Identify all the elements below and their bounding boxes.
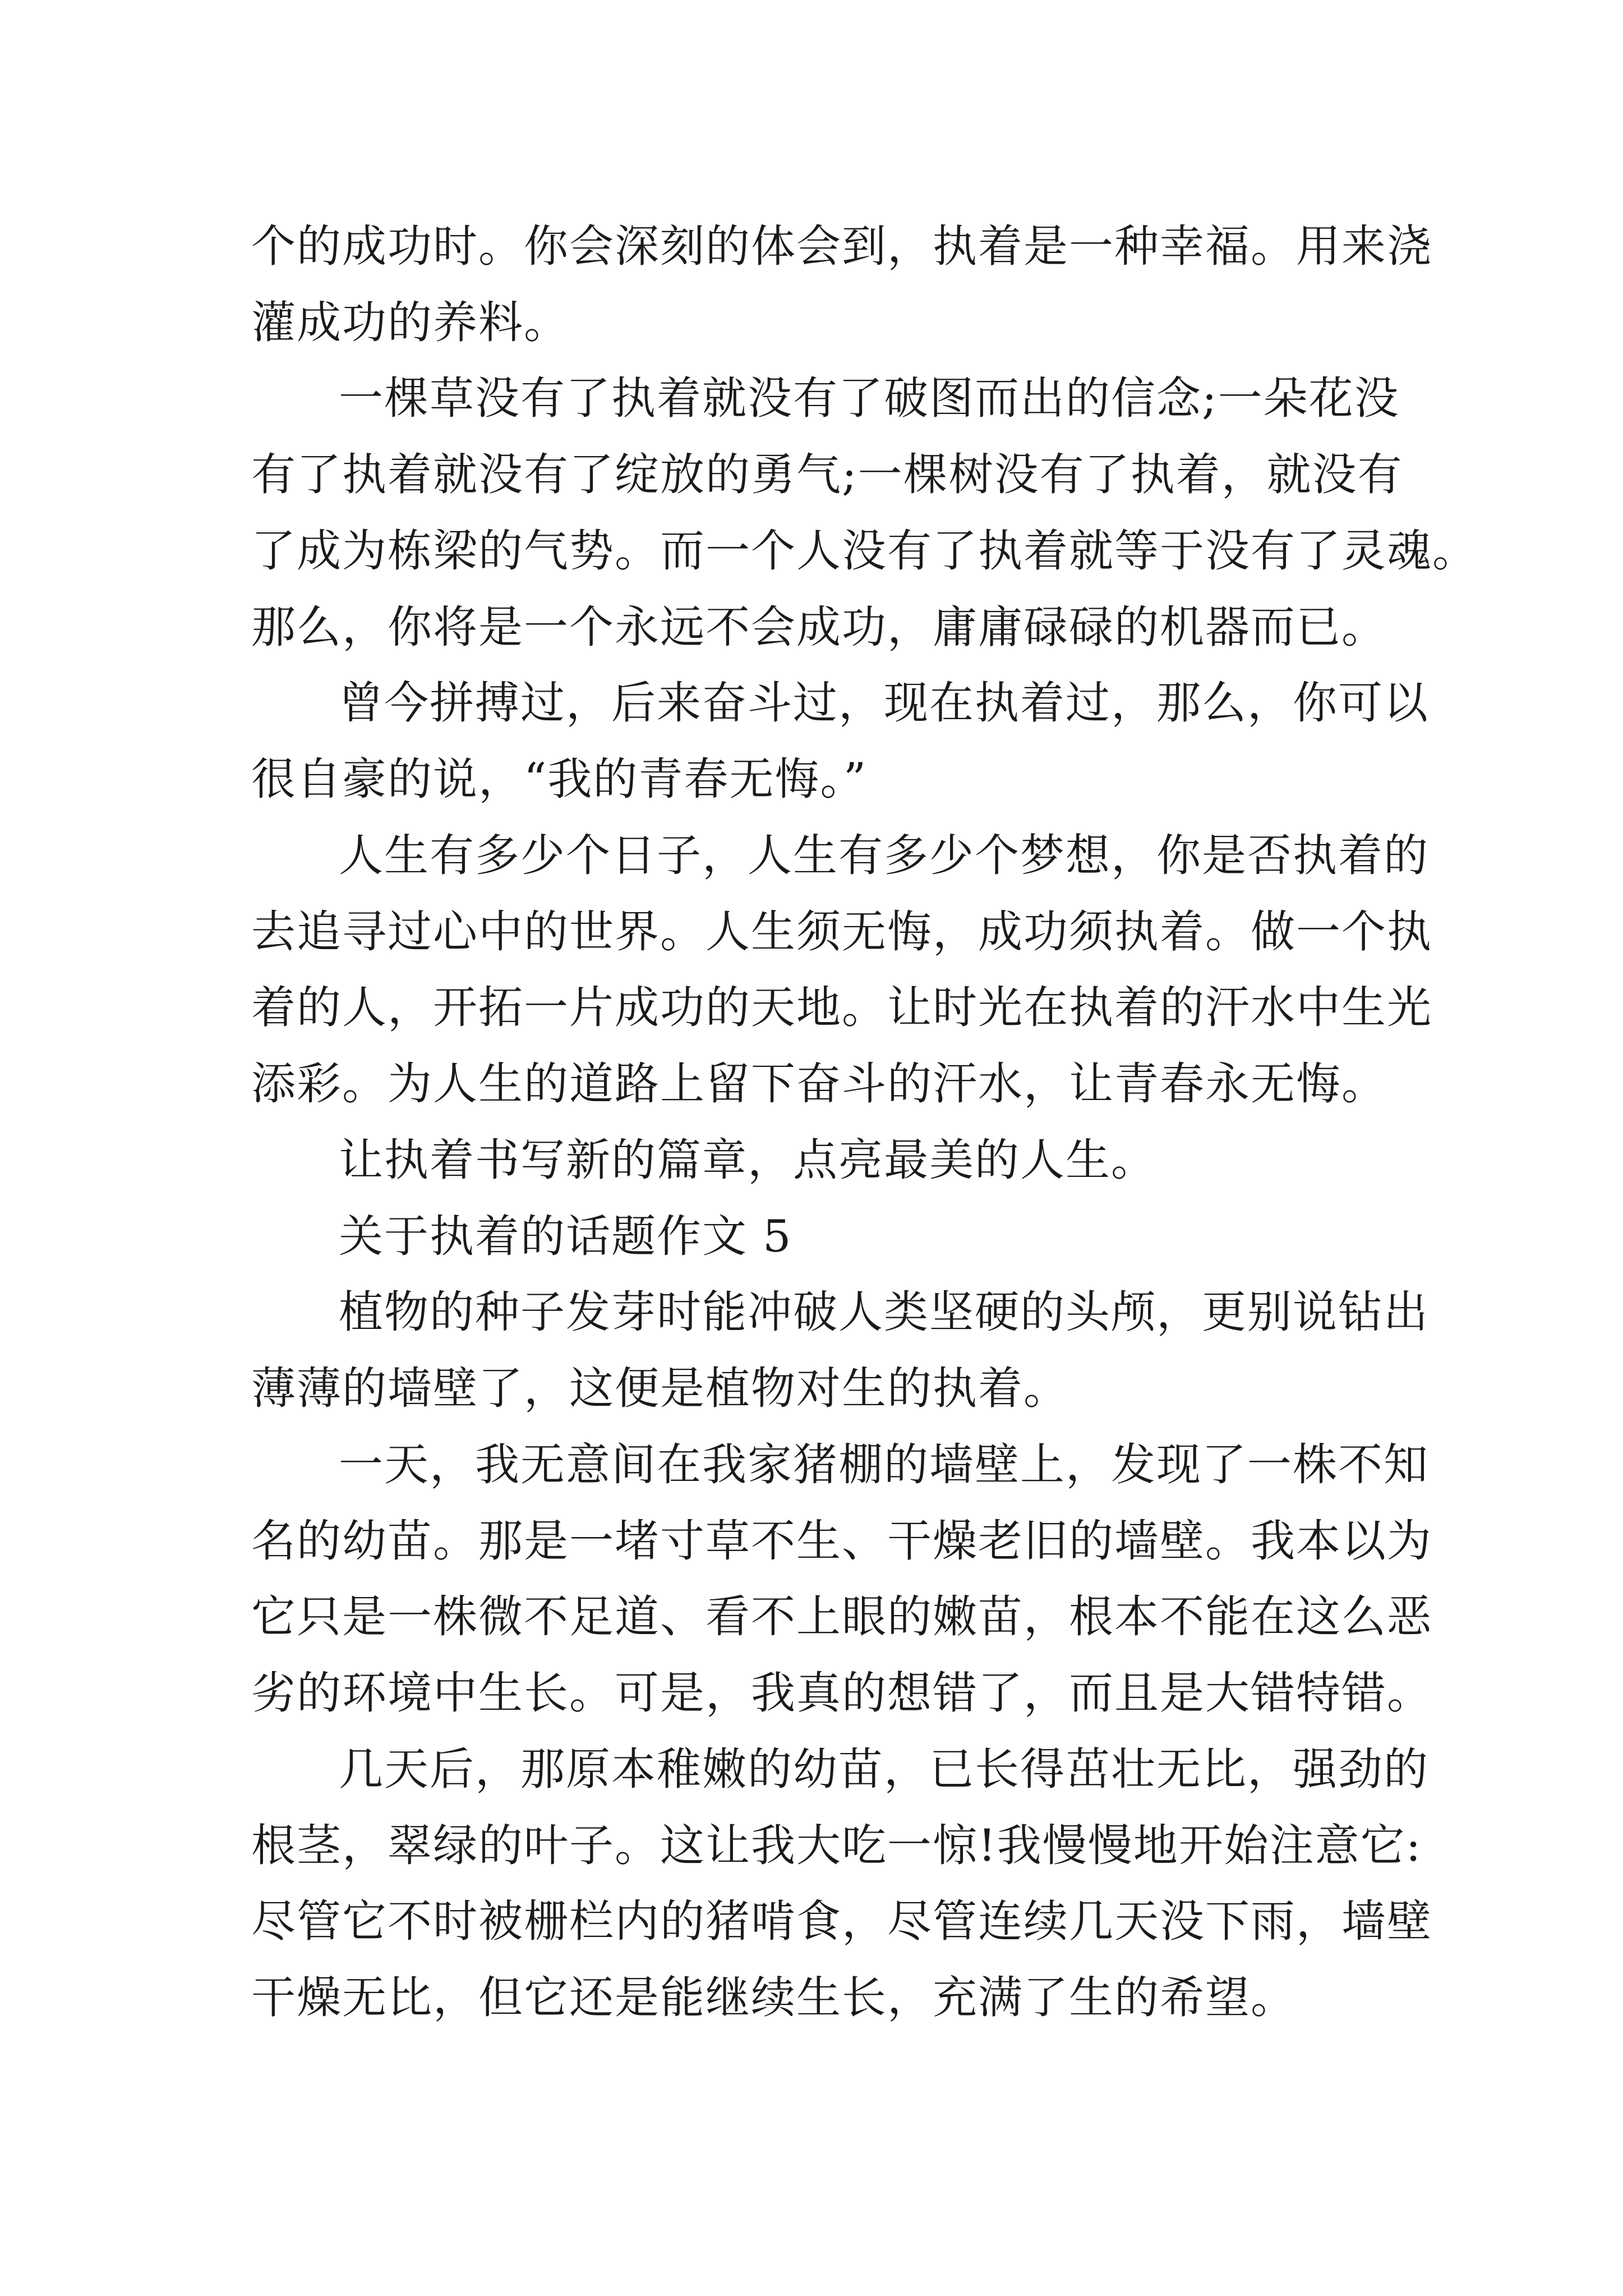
text-line: 根茎，翠绿的叶子。这让我大吃一惊!我慢慢地开始注意它: xyxy=(251,1820,1422,1871)
text-line: 添彩。为人生的道路上留下奋斗的汗水，让青春永无悔。 xyxy=(251,1058,1387,1110)
paragraph-start-line: 植物的种子发芽时能冲破人类坚硬的头颅，更别说钻出 xyxy=(339,1286,1429,1338)
text-line: 有了执着就没有了绽放的勇气;一棵树没有了执着，就没有 xyxy=(251,449,1403,500)
paragraph-start-line: 曾今拼搏过，后来奋斗过，现在执着过，那么，你可以 xyxy=(339,677,1429,729)
text-line: 名的幼苗。那是一堵寸草不生、干燥老旧的墙壁。我本以为 xyxy=(251,1515,1432,1567)
text-line: 着的人，开拓一片成功的天地。让时光在执着的汗水中生光 xyxy=(251,982,1432,1033)
paragraph-start-line: 人生有多少个日子，人生有多少个梦想，你是否执着的 xyxy=(339,830,1429,881)
text-line: 干燥无比，但它还是能继续生长，充满了生的希望。 xyxy=(251,1972,1296,2023)
section-heading: 关于执着的话题作文 5 xyxy=(339,1211,792,1262)
text-line: 了成为栋梁的气势。而一个人没有了执着就等于没有了灵魂。 xyxy=(251,525,1478,577)
text-line: 灌成功的养料。 xyxy=(251,297,569,348)
text-line: 它只是一株微不足道、看不上眼的嫩苗，根本不能在这么恶 xyxy=(251,1591,1432,1642)
text-line: 那么，你将是一个永远不会成功，庸庸碌碌的机器而已。 xyxy=(251,601,1387,653)
text-line: 去追寻过心中的世界。人生须无悔，成功须执着。做一个执 xyxy=(251,906,1432,958)
paragraph-start-line: 一棵草没有了执着就没有了破图而出的信念;一朵花没 xyxy=(339,372,1400,424)
text-line: 劣的环境中生长。可是，我真的想错了，而且是大错特错。 xyxy=(251,1667,1432,1719)
paragraph-start-line: 让执着书写新的篇章，点亮最美的人生。 xyxy=(339,1134,1156,1186)
paragraph-start-line: 几天后，那原本稚嫩的幼苗，已长得茁壮无比，强劲的 xyxy=(339,1743,1429,1795)
text-line: 尽管它不时被栅栏内的猪啃食，尽管连续几天没下雨，墙壁 xyxy=(251,1895,1432,1947)
text-line: 很自豪的说，“我的青春无悔。” xyxy=(251,753,868,805)
text-line: 薄薄的墙壁了，这便是植物对生的执着。 xyxy=(251,1363,1069,1414)
text-line: 个的成功时。你会深刻的体会到，执着是一种幸福。用来浇 xyxy=(251,220,1432,272)
paragraph-start-line: 一天，我无意间在我家猪棚的墙壁上，发现了一株不知 xyxy=(339,1439,1429,1490)
